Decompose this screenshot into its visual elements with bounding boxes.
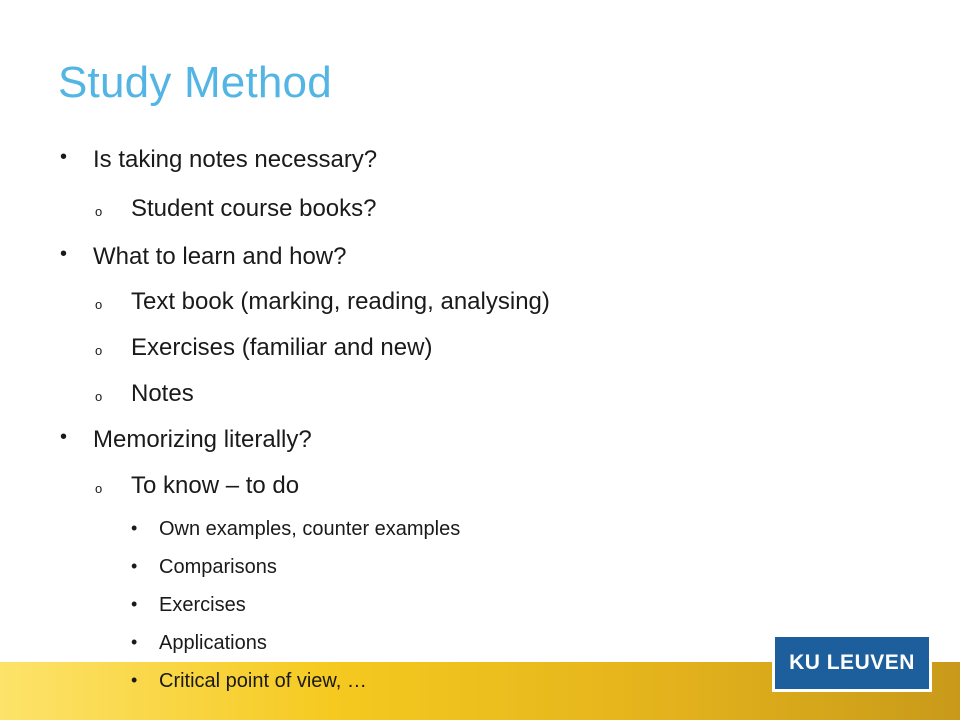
- bullet-icon: •: [60, 243, 68, 265]
- list-item: Text book (marking, reading, analysing): [131, 288, 550, 315]
- bullet-icon: o: [95, 343, 103, 358]
- slide-title: Study Method: [58, 58, 332, 107]
- bullet-icon: •: [131, 518, 138, 538]
- bullet-icon: o: [95, 389, 103, 404]
- list-item: What to learn and how?: [93, 243, 347, 270]
- list-item: To know – to do: [131, 472, 300, 499]
- logo-text: KU LEUVEN: [775, 637, 929, 689]
- bullet-icon: •: [131, 594, 138, 614]
- bullet-icon: o: [95, 481, 103, 496]
- list-item: Own examples, counter examples: [159, 518, 461, 540]
- list-item: Critical point of view, …: [159, 670, 367, 692]
- list-item: Comparisons: [159, 556, 277, 578]
- list-item: Exercises: [159, 594, 246, 616]
- list-item: Student course books?: [131, 195, 377, 222]
- bullet-icon: •: [131, 670, 138, 690]
- bullet-icon: •: [60, 426, 68, 448]
- bullet-icon: •: [131, 556, 138, 576]
- ku-leuven-logo: [772, 634, 932, 692]
- list-item: Exercises (familiar and new): [131, 334, 433, 361]
- bullet-icon: o: [95, 297, 103, 312]
- list-item: Applications: [159, 632, 267, 654]
- bullet-icon: •: [131, 632, 138, 652]
- list-item: Is taking notes necessary?: [93, 146, 378, 173]
- list-item: Memorizing literally?: [93, 426, 312, 453]
- list-item: Notes: [131, 380, 194, 407]
- bullet-icon: o: [95, 204, 103, 219]
- bullet-icon: •: [60, 146, 68, 168]
